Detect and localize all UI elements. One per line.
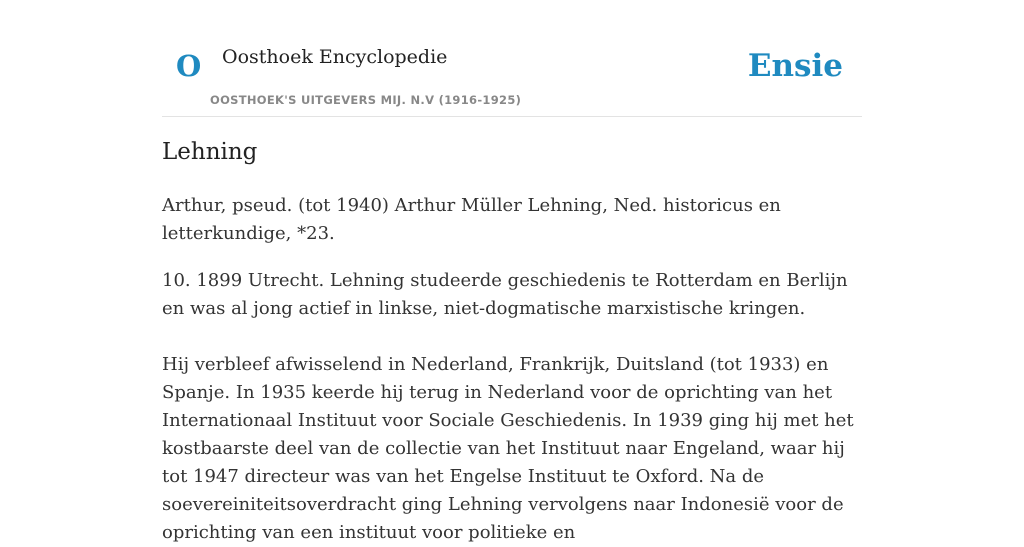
ensie-logo[interactable]: Ensie: [747, 48, 843, 84]
source-subtitle: OOSTHOEK'S UITGEVERS MIJ. N.V (1916-1925): [210, 93, 522, 107]
source-header: [162, 0, 862, 117]
source-title[interactable]: Oosthoek Encyclopedie: [222, 46, 448, 68]
page-container: [162, 0, 862, 543]
source-logo[interactable]: O: [176, 49, 202, 83]
article-body: [162, 192, 862, 547]
article-paragraph: 10. 1899 Utrecht. Lehning studeerde geschiedenis te Rotterdam en Berlijn en was al jong actief in linkse, niet-dogmatische marxistische kringen.: [162, 270, 848, 319]
article-paragraph: Arthur, pseud. (tot 1940) Arthur Müller Lehning, Ned. historicus en letterkundige, *23.: [162, 195, 781, 244]
article-paragraph: Hij verbleef afwisselend in Nederland, Frankrijk, Duitsland (tot 1933) en Spanje. In 1935 keerde hij terug in Nederland voor de oprichting van het Internationaal Instituut voor Sociale Geschiedenis. In 1939 ging hij met het kostbaarste deel van de collectie van het Instituut naar Engeland, waar hij tot 1947 directeur was van het Engelse Instituut te Oxford. Na de soevereiniteitsoverdracht ging Lehning vervolgens naar Indonesië voor de oprichting van een instituut voor politieke en: [162, 354, 854, 543]
article-title: Lehning: [162, 139, 258, 165]
